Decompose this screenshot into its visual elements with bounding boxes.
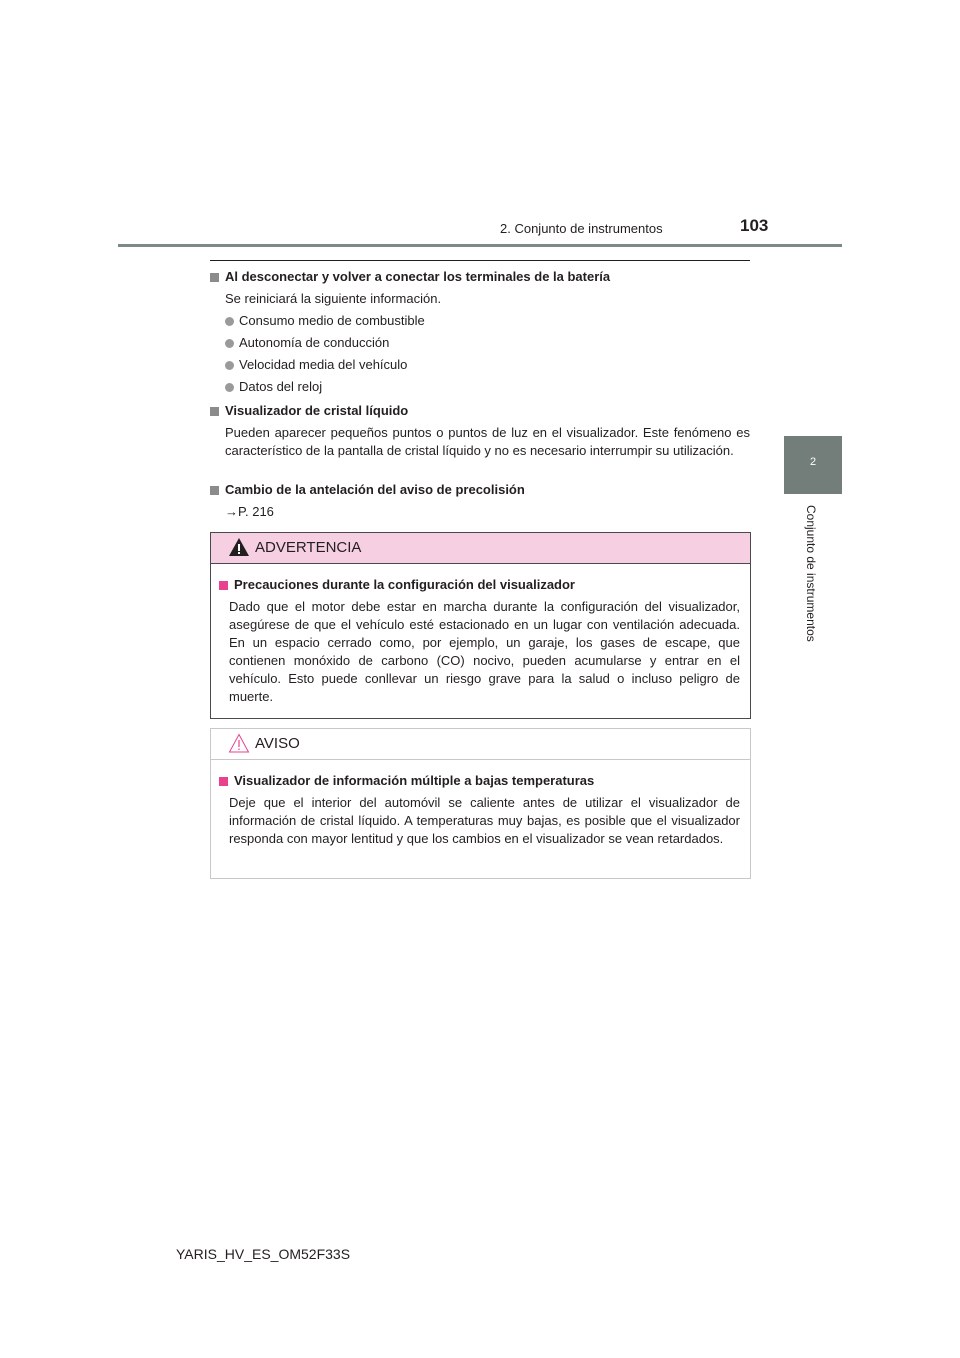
notice-box-header <box>211 729 750 760</box>
notice-title: Visualizador de información múltiple a bajas temperaturas <box>234 773 595 788</box>
list-item: Consumo medio de combustible <box>210 312 750 330</box>
list-item: Datos del reloj <box>210 378 750 396</box>
warning-box <box>210 532 751 719</box>
page-number: 103 <box>740 216 769 235</box>
chapter-tab <box>784 436 842 494</box>
notice-box <box>210 728 751 879</box>
section-precollision-timing <box>210 481 750 521</box>
bullet-icon <box>225 339 234 348</box>
section-marker-icon <box>219 581 228 590</box>
caution-triangle-outline-icon <box>228 733 250 753</box>
warning-box-label: ADVERTENCIA <box>255 539 362 556</box>
bullet-icon <box>225 361 234 370</box>
warning-title: Precauciones durante la configuración del visualizador <box>234 577 575 592</box>
section-text: Se reiniciará la siguiente información. <box>225 291 442 306</box>
page-reference-link[interactable]: →P. 216 <box>225 504 274 519</box>
section-marker-icon <box>210 407 219 416</box>
header-rule <box>118 244 842 247</box>
chapter-tab-label: Conjunto de instrumentos <box>804 505 818 642</box>
warning-triangle-icon <box>228 537 250 557</box>
chapter-tab-number: 2 <box>809 456 817 468</box>
document-code: YARIS_HV_ES_OM52F33S <box>176 1246 351 1262</box>
warning-text: Dado que el motor debe estar en marcha durante la configuración del visualizador, asegúrese de que el vehículo esté estacionado en un lugar con ventilación adecuada. En un espacio cerrado como, por ejemplo, un garaje, los gases de escape, que contienen monóxido de carbono (CO) nocivo, pueden acumularse y entrar en el vehículo. Esto puede conllevar un riesgo grave para la salud o incluso peligro de muerte. <box>229 599 740 704</box>
section-marker-icon <box>210 273 219 282</box>
section-title: Visualizador de cristal líquido <box>225 403 409 418</box>
section-marker-icon <box>219 777 228 786</box>
bullet-icon <box>225 383 234 392</box>
section-lcd-display <box>210 402 750 460</box>
section-battery-terminals <box>210 268 750 396</box>
list-item: Autonomía de conducción <box>210 334 750 352</box>
section-title: Al desconectar y volver a conectar los terminales de la batería <box>225 269 611 284</box>
content-top-rule <box>210 260 750 261</box>
bullet-icon <box>225 317 234 326</box>
notice-text: Deje que el interior del automóvil se caliente antes de utilizar el visualizador de información de cristal líquido. A temperaturas muy bajas, es posible que el visualizador responda con mayor lentitud y que los cambios en el visualizador se vean retardados. <box>229 795 740 846</box>
section-text: Pueden aparecer pequeños puntos o puntos de luz en el visualizador. Este fenómeno es característico de la pantalla de cristal líquido y no es necesario interrumpir su utilización. <box>225 425 750 458</box>
list-item: Velocidad media del vehículo <box>210 356 750 374</box>
section-marker-icon <box>210 486 219 495</box>
notice-box-label: AVISO <box>255 735 300 752</box>
section-title: Cambio de la antelación del aviso de precolisión <box>225 482 525 497</box>
warning-box-header <box>211 533 750 564</box>
header-section-title: 2. Conjunto de instrumentos <box>500 221 663 236</box>
